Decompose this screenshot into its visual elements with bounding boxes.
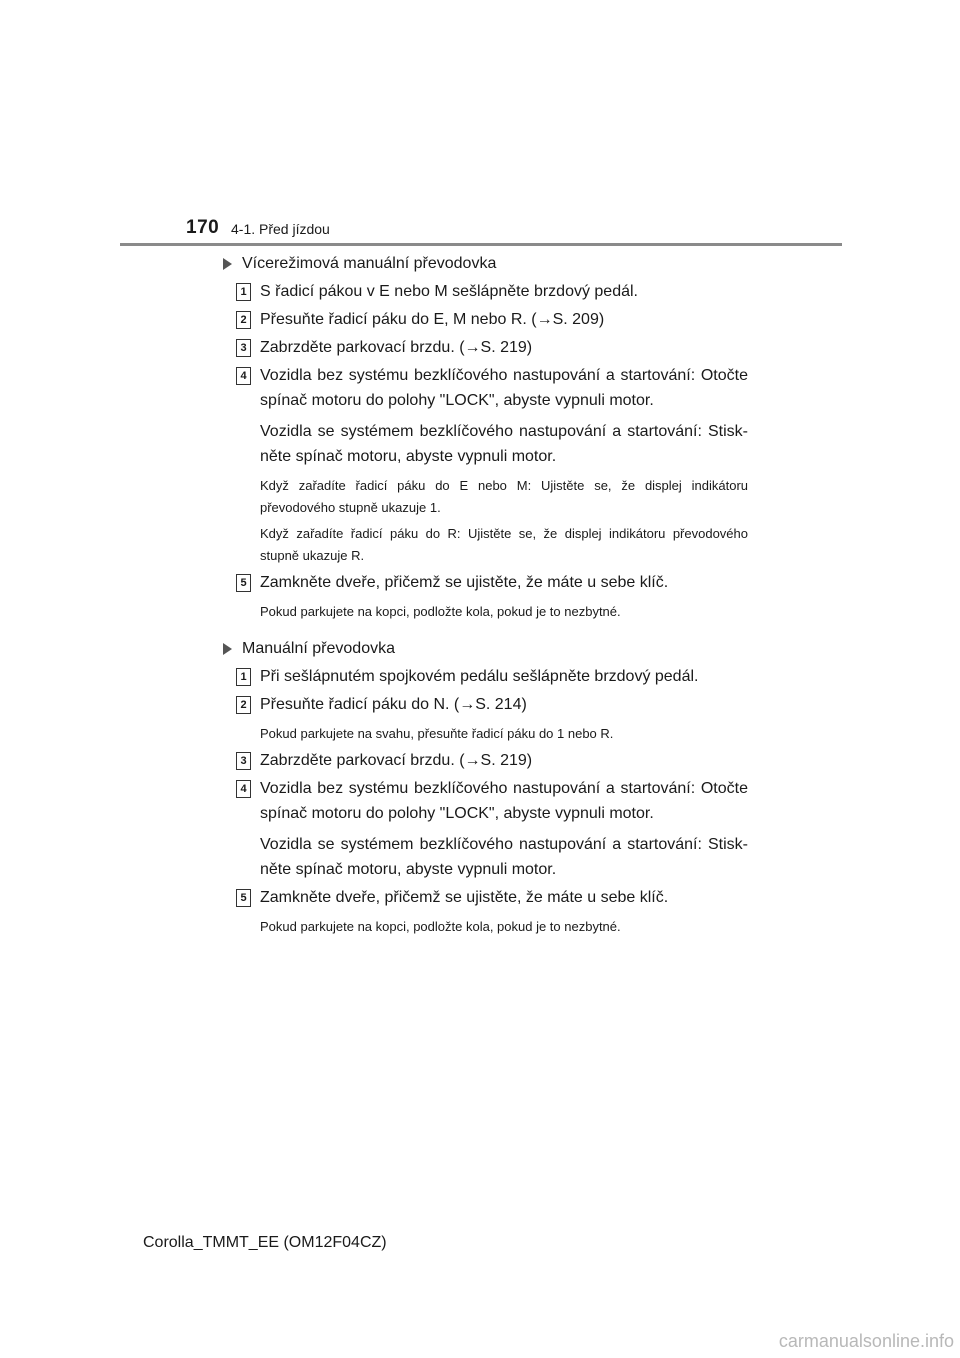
step-number-badge: 4 (236, 780, 251, 798)
step-text: Zamkněte dveře, přičemž se ujistěte, že máte u sebe klíč. (260, 574, 669, 591)
section-heading-manual (218, 637, 748, 661)
step-text: Zabrzděte parkovací brzdu. (→S. 219) (260, 339, 533, 356)
step-note: Pokud parkujete na kopci, podložte kola, pokud je to nezbytné. (260, 604, 621, 619)
step-item (218, 279, 748, 304)
step-item (218, 664, 748, 689)
step-number-badge: 1 (236, 283, 251, 301)
step-note: Když zařadíte řadicí páku do E nebo M: Ujistěte se, že displej indikátoru převodového stupně ukazuje 1. (260, 478, 748, 515)
footer-document-code: Corolla_TMMT_EE (OM12F04CZ) (143, 1234, 387, 1251)
step-text: S řadicí pákou v E nebo M sešlápněte brzdový pedál. (260, 283, 638, 300)
step-note: Pokud parkujete na kopci, podložte kola, pokud je to nezbytné. (260, 919, 621, 934)
step-text: Přesuňte řadicí páku do E, M nebo R. (→S. 209) (260, 311, 605, 328)
step-item (218, 748, 748, 773)
page-number: 170 (186, 217, 220, 238)
step-item (218, 776, 748, 826)
step-number-badge: 2 (236, 696, 251, 714)
step-text: Zabrzděte parkovací brzdu. (→S. 219) (260, 752, 533, 769)
section-heading-multimode (218, 252, 748, 276)
step-note: Pokud parkujete na svahu, přesuňte řadicí páku do 1 nebo R. (260, 726, 614, 741)
step-text: Zamkněte dveře, přičemž se ujistěte, že máte u sebe klíč. (260, 889, 669, 906)
step-text: Vozidla bez systému bezklíčového nastupování a startování: Otočte spínač motoru do polohy "LOCK", abyste vypnuli motor. (260, 780, 748, 822)
step-item (218, 363, 748, 413)
step-item (218, 885, 748, 910)
page-content (218, 252, 748, 938)
step-text: Vozidla bez systému bezklíčového nastupování a startování: Otočte spínač motoru do polohy "LOCK", abyste vypnuli motor. (260, 367, 748, 409)
step-number-badge: 5 (236, 574, 251, 592)
step-item (218, 307, 748, 332)
step-text: Při sešlápnutém spojkovém pedálu sešlápněte brzdový pedál. (260, 668, 699, 685)
step-paragraph: Vozidla se systémem bezklíčového nastupování a startování: Stiskněte spínač motoru, abyste vypnuli motor. (260, 423, 748, 465)
step-number-badge: 4 (236, 367, 251, 385)
step-item (218, 335, 748, 360)
section-heading-text: Manuální převodovka (242, 640, 395, 657)
step-text: Přesuňte řadicí páku do N. (→S. 214) (260, 696, 527, 713)
step-paragraph: Vozidla se systémem bezklíčového nastupování a startování: Stiskněte spínač motoru, abyste vypnuli motor. (260, 836, 748, 878)
triangle-bullet-icon (223, 643, 232, 655)
watermark: carmanualsonline.info (778, 1331, 954, 1351)
step-item (218, 692, 748, 717)
section-title: 4-1. Před jízdou (231, 221, 330, 237)
step-note: Když zařadíte řadicí páku do R: Ujistěte se, že displej indikátoru převodového stupně ukazuje R. (260, 526, 748, 563)
triangle-bullet-icon (223, 258, 232, 270)
step-number-badge: 5 (236, 889, 251, 907)
header-divider (120, 243, 842, 246)
step-item (218, 570, 748, 595)
section-heading-text: Vícerežimová manuální převodovka (242, 255, 497, 272)
step-number-badge: 2 (236, 311, 251, 329)
step-number-badge: 1 (236, 668, 251, 686)
step-number-badge: 3 (236, 752, 251, 770)
step-number-badge: 3 (236, 339, 251, 357)
